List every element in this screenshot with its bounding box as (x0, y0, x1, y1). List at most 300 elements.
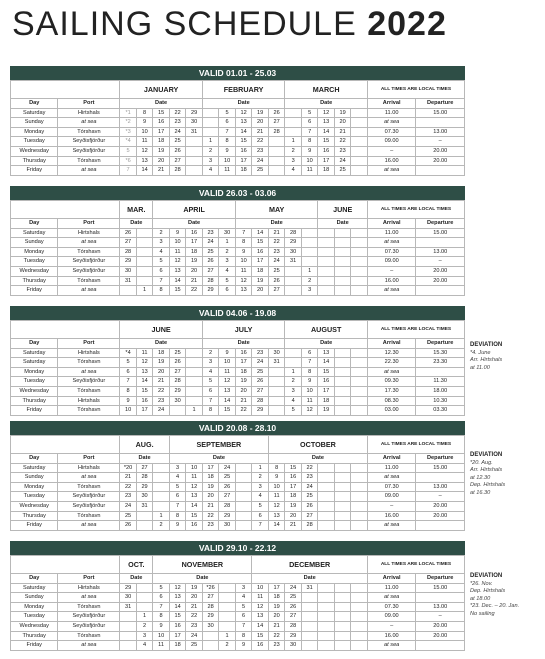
date-header: Date (202, 99, 285, 109)
date-cell (136, 593, 153, 603)
date-cell: 24 (169, 127, 186, 137)
date-cell (351, 621, 368, 631)
date-cell (334, 473, 351, 483)
date-cell (351, 612, 368, 622)
date-cell: 19 (202, 482, 219, 492)
date-cell: 29 (120, 257, 137, 267)
date-cell (334, 238, 351, 248)
date-cell (120, 612, 137, 622)
date-cell: 28 (285, 228, 302, 238)
date-cell (351, 276, 368, 286)
date-cell (235, 482, 252, 492)
deviation-line: Arr. Hirtshals (470, 357, 503, 364)
date-cell (334, 641, 351, 651)
date-cell (268, 146, 285, 156)
date-cell (301, 631, 318, 641)
date-cell: 23 (268, 641, 285, 651)
date-cell (268, 367, 285, 377)
date-cell: 8 (153, 612, 170, 622)
date-header: Date (153, 219, 236, 229)
day-cell: Wednesday (11, 266, 58, 276)
date-cell (153, 473, 170, 483)
date-cell: 25 (252, 166, 269, 176)
arrival-cell: 09.00 (367, 137, 415, 147)
departure-cell: 13.00 (416, 247, 465, 257)
date-cell (186, 156, 203, 166)
date-cell: 25 (334, 166, 351, 176)
port-cell: Hirtshals (58, 396, 120, 406)
date-cell (186, 348, 203, 358)
date-cell: 9 (301, 146, 318, 156)
date-cell: 17 (252, 257, 269, 267)
date-cell: 22 (186, 286, 203, 296)
date-cell: 6 (235, 612, 252, 622)
date-header: Date (202, 339, 285, 349)
arrival-cell: 11.00 (367, 583, 415, 593)
date-cell: 30 (120, 266, 137, 276)
section-title: VALID 29.10 - 22.12 (10, 541, 465, 555)
date-cell (334, 377, 351, 387)
date-cell (318, 247, 335, 257)
date-cell (318, 631, 335, 641)
date-cell: 1 (285, 367, 302, 377)
date-cell (318, 286, 335, 296)
deviation-note (470, 342, 542, 372)
date-cell: 5 (153, 583, 170, 593)
date-cell: *4 (120, 348, 137, 358)
date-cell (334, 521, 351, 531)
date-cell (351, 396, 368, 406)
date-cell (351, 127, 368, 137)
port-cell: Seyðisfjörður (58, 501, 120, 511)
date-header: Date (120, 219, 153, 229)
arrival-cell: 12.30 (367, 348, 415, 358)
date-cell: 18 (285, 492, 302, 502)
date-cell: 3 (202, 156, 219, 166)
arrival-cell: 11.00 (367, 108, 415, 118)
date-cell: 22 (334, 137, 351, 147)
date-cell: 28 (136, 473, 153, 483)
date-cell: 27 (169, 367, 186, 377)
date-cell (268, 377, 285, 387)
month-name: JANUARY (120, 81, 203, 99)
table-row (11, 146, 465, 156)
date-cell (351, 473, 368, 483)
port-header: Port (58, 219, 120, 229)
date-header: Date (120, 99, 203, 109)
date-cell (351, 238, 368, 248)
day-cell: Thursday (11, 276, 58, 286)
date-cell (285, 127, 302, 137)
month-header-row (11, 201, 465, 219)
date-cell: 7 (153, 602, 170, 612)
local-times-note: ALL TIMES ARE LOCAL TIMES (367, 201, 464, 219)
arrival-cell: at sea (367, 641, 415, 651)
date-cell: 8 (153, 286, 170, 296)
day-cell: Wednesday (11, 501, 58, 511)
date-cell: 25 (186, 641, 203, 651)
departure-cell (416, 238, 465, 248)
date-cell (202, 641, 219, 651)
date-header: Date (120, 454, 170, 464)
date-cell (186, 137, 203, 147)
arrival-cell: 17.30 (367, 386, 415, 396)
date-cell (318, 257, 335, 267)
date-cell: 23 (153, 396, 170, 406)
date-cell: 16 (153, 118, 170, 128)
date-cell: 24 (252, 156, 269, 166)
date-cell: 10 (186, 463, 203, 473)
date-cell: 2 (285, 377, 302, 387)
date-cell (136, 257, 153, 267)
date-cell: 27 (268, 118, 285, 128)
date-cell: 29 (202, 286, 219, 296)
date-cell: 21 (153, 377, 170, 387)
port-cell: at sea (58, 641, 120, 651)
date-cell: 10 (169, 238, 186, 248)
departure-cell: – (416, 612, 465, 622)
date-cell: 13 (136, 367, 153, 377)
blank-cell (11, 556, 120, 574)
schedule-section (10, 421, 465, 531)
table-row (11, 166, 465, 176)
port-cell: Seyðisfjörður (58, 146, 120, 156)
date-cell (202, 127, 219, 137)
date-cell: 5 (252, 501, 269, 511)
date-cell (285, 358, 302, 368)
arrival-cell: – (367, 501, 415, 511)
date-cell: 3 (153, 238, 170, 248)
table-row (11, 348, 465, 358)
date-cell: 22 (153, 386, 170, 396)
date-cell: 16 (186, 521, 203, 531)
departure-cell: 15.00 (416, 108, 465, 118)
date-cell: 6 (153, 593, 170, 603)
table-row (11, 501, 465, 511)
port-cell: Hirtshals (58, 463, 120, 473)
departure-cell: 13.00 (416, 482, 465, 492)
date-cell: 6 (219, 118, 236, 128)
date-cell: 23 (202, 228, 219, 238)
date-cell: 17 (318, 156, 335, 166)
table-row (11, 358, 465, 368)
date-cell (235, 501, 252, 511)
schedule-table (10, 555, 465, 651)
date-cell (186, 396, 203, 406)
date-cell: 25 (301, 492, 318, 502)
port-cell: Hirtshals (58, 108, 120, 118)
date-cell: 25 (285, 593, 302, 603)
date-cell: 21 (186, 276, 203, 286)
departure-cell: – (416, 137, 465, 147)
arrival-cell: – (367, 146, 415, 156)
day-cell: Monday (11, 247, 58, 257)
date-cell: 5 (153, 257, 170, 267)
date-cell: 11 (153, 641, 170, 651)
date-cell: 14 (169, 602, 186, 612)
date-cell (235, 463, 252, 473)
date-cell: 23 (186, 621, 203, 631)
date-cell: 11 (235, 266, 252, 276)
date-cell: 21 (120, 473, 137, 483)
month-name: JULY (202, 321, 285, 339)
departure-cell: 20.00 (416, 146, 465, 156)
date-cell: 17 (169, 631, 186, 641)
date-cell: 25 (202, 247, 219, 257)
day-cell: Monday (11, 367, 58, 377)
date-cell: 9 (301, 377, 318, 387)
date-cell: 24 (285, 583, 302, 593)
departure-cell: 23.30 (416, 358, 465, 368)
date-cell: 24 (186, 631, 203, 641)
date-cell: 30 (219, 521, 236, 531)
date-cell (285, 108, 302, 118)
date-header: Date (268, 454, 367, 464)
date-cell: 8 (219, 137, 236, 147)
date-cell: 31 (186, 127, 203, 137)
date-cell: 29 (186, 108, 203, 118)
date-cell (351, 286, 368, 296)
schedule-section (10, 306, 465, 416)
date-cell (153, 463, 170, 473)
date-cell (136, 602, 153, 612)
month-name: JUNE (120, 321, 203, 339)
departure-cell: 20.00 (416, 511, 465, 521)
date-cell: 30 (202, 621, 219, 631)
month-name: OCT. (120, 556, 153, 574)
deviation-title: DEVIATION (470, 573, 503, 579)
date-cell: 22 (252, 137, 269, 147)
date-cell (318, 641, 335, 651)
date-cell (186, 367, 203, 377)
date-cell: 24 (252, 358, 269, 368)
departure-cell: 03.30 (416, 406, 465, 416)
date-cell: 10 (301, 386, 318, 396)
title-year: 2022 (367, 5, 447, 43)
date-cell: 9 (169, 521, 186, 531)
date-cell: 3 (136, 631, 153, 641)
date-cell: 9 (219, 146, 236, 156)
date-cell: 26 (120, 228, 137, 238)
date-cell: *4 (120, 137, 137, 147)
date-cell: 7 (120, 166, 137, 176)
date-cell (334, 631, 351, 641)
date-cell: 16 (252, 641, 269, 651)
departure-header: Departure (416, 219, 465, 229)
port-cell: Tórshavn (58, 358, 120, 368)
date-cell: 25 (169, 137, 186, 147)
date-cell: 19 (235, 377, 252, 387)
date-cell (136, 583, 153, 593)
arrival-cell: at sea (367, 118, 415, 128)
date-cell: 29 (169, 386, 186, 396)
date-cell: 27 (285, 612, 302, 622)
date-cell (334, 247, 351, 257)
port-cell: Tórshavn (58, 276, 120, 286)
date-cell: 17 (136, 406, 153, 416)
date-cell: 7 (235, 228, 252, 238)
date-cell: 8 (268, 463, 285, 473)
arrival-cell: 09.00 (367, 612, 415, 622)
schedule-section (10, 66, 465, 176)
departure-cell: 15.00 (416, 463, 465, 473)
date-cell: 18 (318, 396, 335, 406)
date-cell (318, 602, 335, 612)
day-cell: Friday (11, 286, 58, 296)
date-cell: 26 (252, 377, 269, 387)
departure-cell: 18.00 (416, 386, 465, 396)
day-cell: Wednesday (11, 386, 58, 396)
date-cell (351, 492, 368, 502)
date-cell: 18 (318, 166, 335, 176)
date-cell: 2 (301, 276, 318, 286)
month-name: MARCH (285, 81, 368, 99)
date-cell: 2 (219, 641, 236, 651)
schedule-table (10, 435, 465, 531)
date-cell: 14 (169, 276, 186, 286)
date-cell: 12 (219, 377, 236, 387)
date-cell (334, 593, 351, 603)
date-cell: 12 (136, 146, 153, 156)
port-cell: Seyðisfjörður (58, 266, 120, 276)
date-cell: 2 (252, 473, 269, 483)
month-name: OCTOBER (268, 436, 367, 454)
date-cell: 27 (120, 238, 137, 248)
date-cell: 3 (235, 583, 252, 593)
date-cell: 23 (268, 247, 285, 257)
arrival-cell: 07.30 (367, 602, 415, 612)
date-cell: 19 (186, 583, 203, 593)
date-cell (334, 358, 351, 368)
date-cell: 20 (268, 612, 285, 622)
date-cell: 15 (285, 463, 302, 473)
departure-cell (416, 593, 465, 603)
date-cell: 9 (219, 348, 236, 358)
date-cell: 4 (285, 396, 302, 406)
deviation-line: at 12.30 (470, 474, 491, 481)
date-cell: 12 (186, 482, 203, 492)
date-cell (334, 396, 351, 406)
date-cell (136, 521, 153, 531)
date-cell: 26 (285, 602, 302, 612)
date-cell: 1 (202, 137, 219, 147)
arrival-cell: – (367, 266, 415, 276)
date-cell: 12 (301, 406, 318, 416)
date-cell: 2 (136, 621, 153, 631)
date-cell (136, 238, 153, 248)
port-cell: at sea (58, 238, 120, 248)
date-cell: 11 (169, 247, 186, 257)
date-cell (318, 473, 335, 483)
date-cell (351, 593, 368, 603)
port-cell: at sea (58, 166, 120, 176)
date-cell: 14 (235, 127, 252, 137)
section-title: VALID 26.03 - 03.06 (10, 186, 465, 200)
date-cell: 29 (136, 482, 153, 492)
column-header-row (11, 219, 465, 229)
date-cell: 11 (219, 166, 236, 176)
date-cell: 12 (235, 108, 252, 118)
arrival-cell: 09.30 (367, 377, 415, 387)
date-cell (318, 501, 335, 511)
departure-cell (416, 286, 465, 296)
date-cell: 13 (318, 118, 335, 128)
date-cell (334, 276, 351, 286)
date-cell: 10 (252, 583, 269, 593)
date-cell (301, 257, 318, 267)
date-cell: 4 (219, 266, 236, 276)
deviation-line: at 18.00 (470, 595, 491, 602)
date-cell: 3 (285, 156, 302, 166)
date-cell: 22 (186, 612, 203, 622)
arrival-cell: 07.30 (367, 482, 415, 492)
date-cell: 6 (301, 348, 318, 358)
date-cell (351, 521, 368, 531)
table-row (11, 286, 465, 296)
date-cell: 13 (235, 286, 252, 296)
day-cell: Friday (11, 166, 58, 176)
date-cell: 10 (219, 156, 236, 166)
table-row (11, 396, 465, 406)
date-cell (334, 602, 351, 612)
date-cell: 25 (120, 511, 137, 521)
date-cell: 22 (301, 463, 318, 473)
date-header: Date (120, 574, 153, 584)
date-cell: 3 (301, 286, 318, 296)
departure-cell (416, 367, 465, 377)
day-header: Day (11, 99, 58, 109)
date-cell: 13 (219, 386, 236, 396)
arrival-cell: 22.30 (367, 358, 415, 368)
date-cell: 30 (136, 492, 153, 502)
table-row (11, 521, 465, 531)
date-cell: 18 (153, 348, 170, 358)
date-cell (301, 228, 318, 238)
deviation-line: *26. Nov. (470, 580, 493, 587)
port-cell: Tórshavn (58, 156, 120, 166)
departure-header: Departure (416, 339, 465, 349)
date-cell: 20 (153, 367, 170, 377)
date-cell (285, 266, 302, 276)
port-header: Port (58, 574, 120, 584)
day-cell: Tuesday (11, 257, 58, 267)
date-cell: 26 (120, 521, 137, 531)
day-cell: Sunday (11, 473, 58, 483)
day-cell: Wednesday (11, 146, 58, 156)
date-cell (268, 396, 285, 406)
date-cell: 16 (235, 146, 252, 156)
departure-cell: – (416, 492, 465, 502)
date-cell: 12 (136, 358, 153, 368)
date-cell: 15 (235, 137, 252, 147)
date-cell: 3 (219, 257, 236, 267)
date-cell (351, 146, 368, 156)
date-cell: 27 (169, 156, 186, 166)
date-cell: 26 (202, 257, 219, 267)
table-row (11, 247, 465, 257)
table-row (11, 463, 465, 473)
date-cell: 15 (252, 631, 269, 641)
date-cell: 24 (219, 463, 236, 473)
deviation-line: Arr. Hirtshals (470, 467, 503, 474)
column-header-row (11, 339, 465, 349)
month-header-row (11, 321, 465, 339)
date-cell: *20 (120, 463, 137, 473)
port-cell: Seyðisfjörður (58, 377, 120, 387)
date-cell (120, 641, 137, 651)
date-cell: 18 (235, 166, 252, 176)
date-cell (285, 276, 302, 286)
